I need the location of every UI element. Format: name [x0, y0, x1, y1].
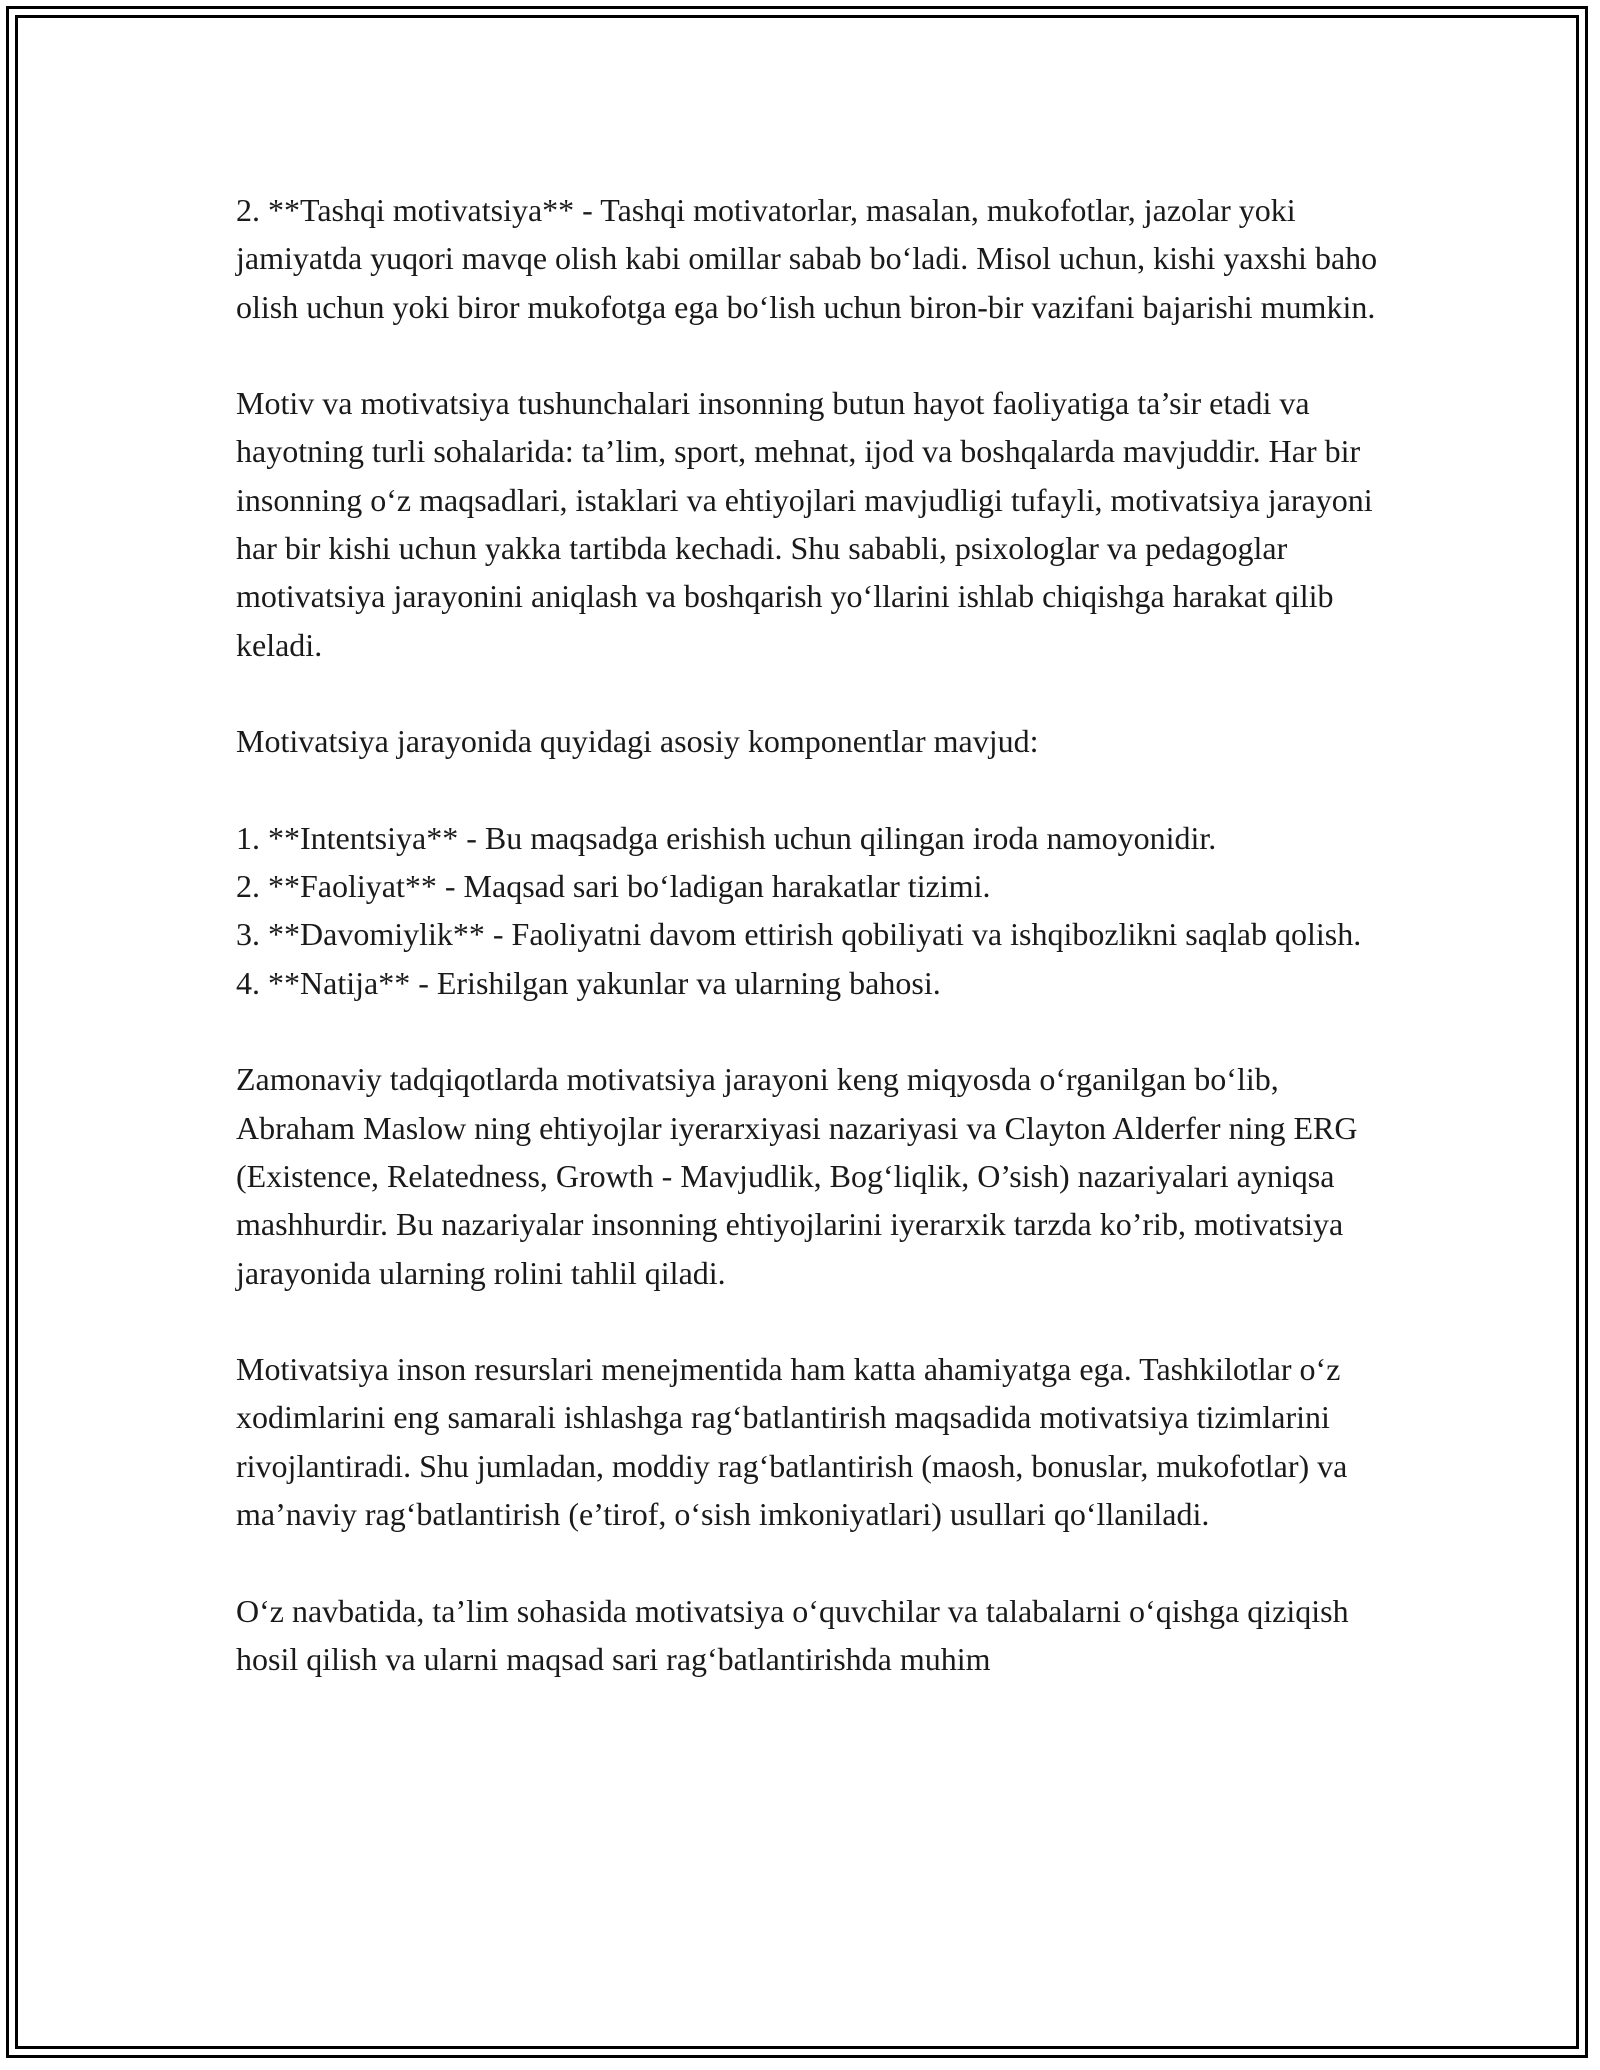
paragraph-hr-management: Motivatsiya inson resurslari menejmentida ham katta ahamiyatga ega. Tashkilotlar o‘z xodimlarini eng samarali ishlashga rag‘batlantirish maqsadida motivatsiya tizimlarini rivojlantiradi. Shu jumladan, moddiy rag‘batlantirish (maosh, bonuslar, mukofotlar) va ma’naviy rag‘batlantirish (e’tirof, o‘sish imkoniyatlari) usullari qo‘llaniladi. [236, 1351, 1348, 1533]
list-item-intention: 1. **Intentsiya** - Bu maqsadga erishish uchun qilingan iroda namoyonidir. [236, 819, 1217, 856]
list-item-result: 4. **Natija** - Erishilgan yakunlar va ularning bahosi. [236, 964, 941, 1001]
document-body [236, 186, 1386, 1732]
paragraph-external-motivation: 2. **Tashqi motivatsiya** - Tashqi motivatorlar, masalan, mukofotlar, jazolar yoki jamiyatda yuqori mavqe olish kabi omillar sabab bo‘ladi. Misol uchun, kishi yaxshi baho olish uchun yoki biror mukofotga ega bo‘lish uchun biron-bir vazifani bajarishi mumkin. [236, 192, 1378, 325]
components-list [236, 814, 1386, 1007]
list-item-duration: 3. **Davomiylik** - Faoliyatni davom ettirish qobiliyati va ishqibozlikni saqlab qolish. [236, 916, 1362, 953]
paragraph-education: O‘z navbatida, ta’lim sohasida motivatsiya o‘quvchilar va talabalarni o‘qishga qiziqish hosil qilish va ularni maqsad sari rag‘batlantirishda muhim [236, 1592, 1349, 1677]
paragraph-modern-research: Zamonaviy tadqiqotlarda motivatsiya jarayoni keng miqyosda o‘rganilgan bo‘lib, Abraham Maslow ning ehtiyojlar iyerarxiyasi nazariyasi va Clayton Alderfer ning ERG (Existence, Relatedness, Growth - Mavjudlik, Bog‘liqlik, O’sish) nazariyalari ayniqsa mashhurdir. Bu nazariyalar insonning ehtiyojlarini iyerarxik tarzda ko’rib, motivatsiya jarayonida ularning rolini tahlil qiladi. [236, 1061, 1358, 1291]
paragraph-motive-concepts: Motiv va motivatsiya tushunchalari insonning butun hayot faoliyatiga ta’sir etadi va hayotning turli sohalarida: ta’lim, sport, mehnat, ijod va boshqalarda mavjuddir. Har bir insonning o‘z maqsadlari, istaklari va ehtiyojlari mavjudligi tufayli, motivatsiya jarayoni har bir kishi uchun yakka tartibda kechadi. Shu sababli, psixologlar va pedagoglar motivatsiya jarayonini aniqlash va boshqarish yo‘llarini ishlab chiqishga harakat qilib keladi. [236, 385, 1373, 663]
list-item-activity: 2. **Faoliyat** - Maqsad sari bo‘ladigan harakatlar tizimi. [236, 868, 991, 905]
paragraph-components-intro: Motivatsiya jarayonida quyidagi asosiy komponentlar mavjud: [236, 723, 1039, 760]
